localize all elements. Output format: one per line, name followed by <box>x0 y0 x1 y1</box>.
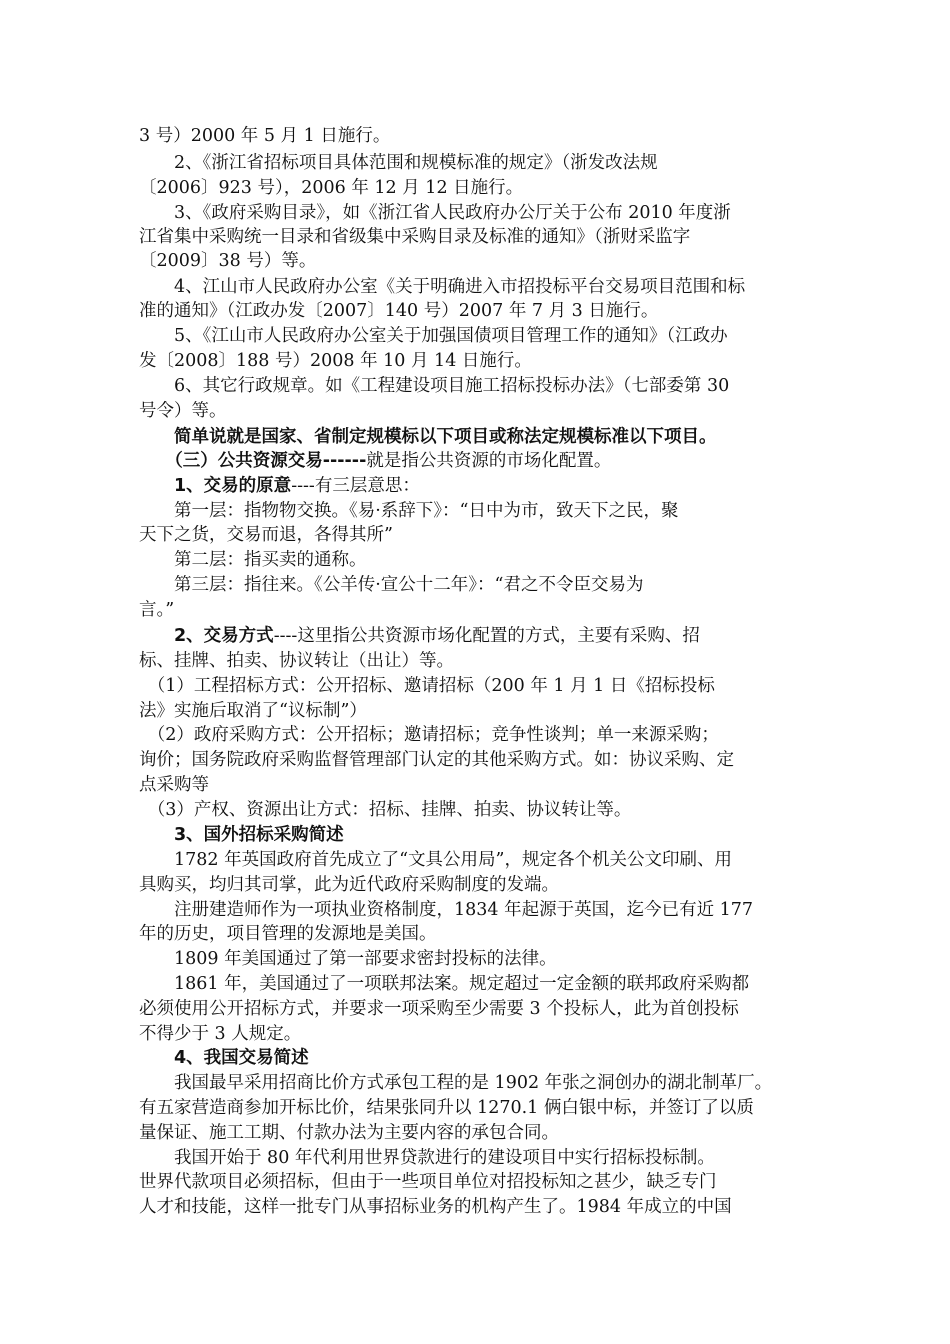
text-line: 1782 年英国政府首先成立了“文具公用局”，规定各个机关公文印刷、用 <box>139 850 732 870</box>
text-line: 号令）等。 <box>139 401 227 421</box>
heading-text: 就是指公共资源的市场化配置。 <box>366 451 612 471</box>
text-line: 〔2006〕923 号），2006 年 12 月 12 日施行。 <box>139 178 524 198</box>
text-line: 年的历史，项目管理的发源地是美国。 <box>139 924 437 944</box>
text-line: 具购买，均归其司掌，此为近代政府采购制度的发端。 <box>139 875 559 895</box>
text-line: 有五家营造商参加开标比价，结果张同升以 1270.1 俩白银中标，并签订了以质 <box>139 1098 754 1118</box>
text-line: 1861 年，美国通过了一项联邦法案。规定超过一定金额的联邦政府采购都 <box>139 974 750 994</box>
text-line: 我国最早采用招商比价方式承包工程的是 1902 年张之洞创办的湖北制革厂。 <box>139 1073 773 1093</box>
text-line: 询价；国务院政府采购监督管理部门认定的其他采购方式。如：协议采购、定 <box>139 750 734 770</box>
text-line: 第一层：指物物交换。《易·系辞下》：“日中为市，致天下之民，聚 <box>139 501 679 521</box>
text-line: 天下之货，交易而退，各得其所” <box>139 525 393 545</box>
text-line: （2）政府采购方式：公开招标；邀请招标；竞争性谈判；单一来源采购； <box>139 725 719 745</box>
text-line: 言。” <box>139 600 175 620</box>
text-line: 世界代款项目必须招标，但由于一些项目单位对招投标知之甚少，缺乏专门 <box>139 1172 717 1192</box>
text-line: 4、江山市人民政府办公室《关于明确进入市招投标平台交易项目范围和标 <box>139 277 746 297</box>
section-heading: 2、交易方式 <box>139 626 274 646</box>
heading-text: ----有三层意思： <box>291 476 420 496</box>
text-line: 发〔2008〕188 号）2008 年 10 月 14 日施行。 <box>139 351 532 371</box>
text-line: 标、挂牌、拍卖、协议转让（出让）等。 <box>139 651 454 671</box>
section-heading: 4、我国交易简述 <box>139 1048 309 1068</box>
text-line: 3、《政府采购目录》，如《浙江省人民政府办公厅关于公布 2010 年度浙 <box>139 203 731 223</box>
text-line: 第二层：指买卖的通称。 <box>139 550 367 570</box>
text-line: 人才和技能，这样一批专门从事招标业务的机构产生了。1984 年成立的中国 <box>139 1197 732 1217</box>
heading-line <box>139 624 700 648</box>
text-line: 3 号）2000 年 5 月 1 日施行。 <box>139 126 391 146</box>
text-line: 〔2009〕38 号）等。 <box>139 251 317 271</box>
heading-line <box>139 474 420 498</box>
heading-line <box>139 449 611 473</box>
summary-line: 简单说就是国家、省制定规模标以下项目或称法定规模标准以下项目。 <box>139 427 717 447</box>
section-heading: 3、国外招标采购简述 <box>139 825 344 845</box>
text-line: 江省集中采购统一目录和省级集中采购目录及标准的通知》（浙财采监字 <box>139 227 691 247</box>
text-line: 我国开始于 80 年代利用世界贷款进行的建设项目中实行招标投标制。 <box>139 1148 715 1168</box>
text-line: 1809 年美国通过了第一部要求密封投标的法律。 <box>139 949 557 969</box>
heading-text: ----这里指公共资源市场化配置的方式，主要有采购、招 <box>273 626 700 646</box>
text-line: 不得少于 3 人规定。 <box>139 1024 302 1044</box>
text-line: 2、《浙江省招标项目具体范围和规模标准的规定》（浙发改法规 <box>139 153 658 173</box>
text-line: （3）产权、资源出让方式：招标、挂牌、拍卖、协议转让等。 <box>139 800 632 820</box>
section-heading: （三）公共资源交易------ <box>139 451 367 471</box>
text-line: 注册建造师作为一项执业资格制度，1834 年起源于英国，迄今已有近 177 <box>139 900 754 920</box>
text-line: 5、《江山市人民政府办公室关于加强国债项目管理工作的通知》（江政办 <box>139 326 728 346</box>
text-line: 点采购等 <box>139 775 209 795</box>
text-line: 量保证、施工工期、付款办法为主要内容的承包合同。 <box>139 1123 559 1143</box>
text-line: 6、其它行政规章。如《工程建设项目施工招标投标办法》（七部委第 30 <box>139 376 730 396</box>
text-line: 准的通知》（江政办发〔2007〕140 号）2007 年 7 月 3 日施行。 <box>139 301 659 321</box>
text-line: （1）工程招标方式：公开招标、邀请招标（200 年 1 月 1 日《招标投标 <box>139 676 715 696</box>
text-line: 第三层：指往来。《公羊传·宣公十二年》：“君之不令臣交易为 <box>139 575 644 595</box>
section-heading: 1、交易的原意 <box>139 476 292 496</box>
text-line: 法》实施后取消了“议标制”） <box>139 701 367 721</box>
text-line: 必须使用公开招标方式，并要求一项采购至少需要 3 个投标人，此为首创投标 <box>139 999 739 1019</box>
